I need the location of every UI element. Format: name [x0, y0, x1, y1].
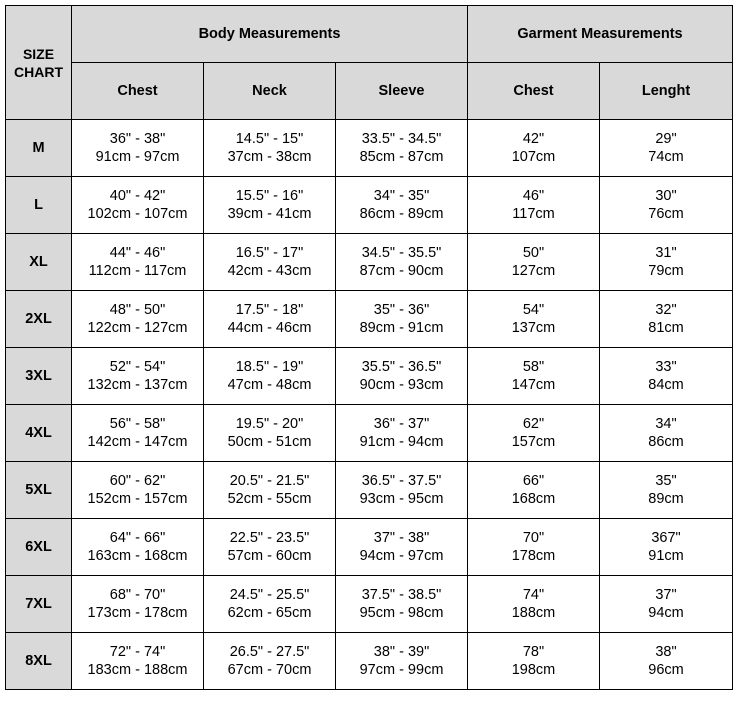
value-centimeters: 188cm [511, 605, 556, 621]
corner-line-1: SIZE [22, 45, 55, 62]
value-inches: 38" - 39" [373, 644, 430, 660]
value-inches: 37" [655, 587, 677, 603]
neck-cell [204, 291, 336, 348]
garment-chest-cell [468, 633, 600, 690]
table-row [6, 405, 733, 462]
value-centimeters: 90cm - 93cm [359, 377, 444, 393]
value-centimeters: 112cm - 117cm [88, 263, 187, 279]
size-label: 7XL [6, 576, 72, 633]
neck-cell [204, 234, 336, 291]
column-header-body-chest: Chest [72, 63, 204, 120]
size-label: 8XL [6, 633, 72, 690]
value-centimeters: 198cm [511, 662, 556, 678]
value-inches: 64" - 66" [109, 530, 166, 546]
sleeve-cell [336, 348, 468, 405]
value-inches: 14.5" - 15" [235, 131, 304, 147]
garment-chest-cell [468, 519, 600, 576]
value-inches: 33" [655, 359, 677, 375]
value-centimeters: 183cm - 188cm [87, 662, 188, 678]
value-inches: 15.5" - 16" [235, 188, 304, 204]
length-cell [600, 177, 733, 234]
value-inches: 34" [655, 416, 677, 432]
table-row [6, 462, 733, 519]
length-cell [600, 519, 733, 576]
table-row [6, 234, 733, 291]
value-inches: 72" - 74" [109, 644, 166, 660]
size-label: 2XL [6, 291, 72, 348]
neck-cell [204, 120, 336, 177]
value-centimeters: 93cm - 95cm [359, 491, 444, 507]
value-inches: 38" [655, 644, 677, 660]
sleeve-cell [336, 177, 468, 234]
column-header-sleeve: Sleeve [336, 63, 468, 120]
value-inches: 24.5" - 25.5" [229, 587, 310, 603]
value-inches: 42" [522, 131, 545, 147]
value-centimeters: 89cm - 91cm [359, 320, 444, 336]
value-centimeters: 137cm [511, 320, 556, 336]
value-centimeters: 163cm - 168cm [87, 548, 188, 564]
value-inches: 33.5" - 34.5" [361, 131, 442, 147]
size-chart-table [5, 5, 733, 690]
sleeve-cell [336, 519, 468, 576]
value-inches: 35" - 36" [373, 302, 430, 318]
size-label: XL [6, 234, 72, 291]
size-label: 3XL [6, 348, 72, 405]
value-inches: 35.5" - 36.5" [361, 359, 442, 375]
table-row [6, 576, 733, 633]
body-chest-cell [72, 234, 204, 291]
value-inches: 35" [655, 473, 677, 489]
value-centimeters: 91cm - 97cm [95, 149, 180, 165]
value-centimeters: 147cm [511, 377, 556, 393]
body-chest-cell [72, 405, 204, 462]
value-inches: 58" [522, 359, 545, 375]
value-inches: 62" [522, 416, 545, 432]
body-chest-cell [72, 519, 204, 576]
value-centimeters: 89cm [648, 491, 684, 507]
value-centimeters: 76cm [648, 206, 684, 222]
value-centimeters: 74cm [648, 149, 684, 165]
value-centimeters: 102cm - 107cm [87, 206, 188, 222]
value-inches: 22.5" - 23.5" [229, 530, 310, 546]
table-row [6, 291, 733, 348]
neck-cell [204, 348, 336, 405]
value-inches: 70" [522, 530, 545, 546]
body-chest-cell [72, 348, 204, 405]
value-centimeters: 94cm - 97cm [359, 548, 444, 564]
neck-cell [204, 177, 336, 234]
value-inches: 17.5" - 18" [235, 302, 304, 318]
value-inches: 19.5" - 20" [235, 416, 304, 432]
value-inches: 68" - 70" [109, 587, 166, 603]
garment-measurements-header: Garment Measurements [468, 6, 733, 63]
value-centimeters: 97cm - 99cm [359, 662, 444, 678]
garment-chest-cell [468, 576, 600, 633]
value-inches: 54" [522, 302, 545, 318]
value-centimeters: 81cm [648, 320, 684, 336]
body-chest-cell [72, 177, 204, 234]
value-centimeters: 57cm - 60cm [227, 548, 312, 564]
garment-chest-cell [468, 405, 600, 462]
value-centimeters: 52cm - 55cm [227, 491, 312, 507]
sleeve-cell [336, 291, 468, 348]
sleeve-cell [336, 462, 468, 519]
body-chest-cell [72, 633, 204, 690]
value-centimeters: 107cm [511, 149, 556, 165]
size-label: M [6, 120, 72, 177]
sleeve-cell [336, 576, 468, 633]
length-cell [600, 120, 733, 177]
size-rows [6, 120, 733, 690]
value-inches: 36" - 38" [109, 131, 166, 147]
length-cell [600, 291, 733, 348]
header-group-row [6, 6, 733, 63]
value-centimeters: 173cm - 178cm [87, 605, 188, 621]
value-centimeters: 96cm [648, 662, 684, 678]
value-centimeters: 168cm [511, 491, 556, 507]
value-centimeters: 62cm - 65cm [227, 605, 312, 621]
table-row [6, 177, 733, 234]
value-centimeters: 95cm - 98cm [359, 605, 444, 621]
value-centimeters: 178cm [511, 548, 556, 564]
value-inches: 29" [655, 131, 677, 147]
table-row [6, 633, 733, 690]
length-cell [600, 348, 733, 405]
garment-chest-cell [468, 177, 600, 234]
value-centimeters: 37cm - 38cm [227, 149, 312, 165]
value-centimeters: 157cm [511, 434, 556, 450]
value-centimeters: 44cm - 46cm [227, 320, 312, 336]
length-cell [600, 234, 733, 291]
neck-cell [204, 462, 336, 519]
neck-cell [204, 405, 336, 462]
value-centimeters: 94cm [648, 605, 684, 621]
size-chart-corner [6, 6, 72, 120]
value-centimeters: 84cm [648, 377, 684, 393]
value-inches: 367" [651, 530, 681, 546]
value-centimeters: 50cm - 51cm [227, 434, 312, 450]
table-row [6, 120, 733, 177]
value-centimeters: 122cm - 127cm [87, 320, 188, 336]
header-column-row [6, 63, 733, 120]
value-inches: 30" [655, 188, 677, 204]
value-inches: 78" [522, 644, 545, 660]
value-centimeters: 85cm - 87cm [359, 149, 444, 165]
value-inches: 36" - 37" [373, 416, 430, 432]
length-cell [600, 405, 733, 462]
value-inches: 36.5" - 37.5" [361, 473, 442, 489]
body-chest-cell [72, 462, 204, 519]
value-inches: 34" - 35" [373, 188, 430, 204]
sleeve-cell [336, 405, 468, 462]
garment-chest-cell [468, 234, 600, 291]
value-centimeters: 86cm - 89cm [359, 206, 444, 222]
garment-chest-cell [468, 291, 600, 348]
value-centimeters: 91cm - 94cm [359, 434, 444, 450]
value-centimeters: 142cm - 147cm [87, 434, 188, 450]
value-centimeters: 91cm [648, 548, 684, 564]
value-inches: 16.5" - 17" [235, 245, 304, 261]
size-label: L [6, 177, 72, 234]
value-centimeters: 42cm - 43cm [227, 263, 312, 279]
corner-line-2: CHART [14, 63, 63, 80]
garment-chest-cell [468, 348, 600, 405]
value-inches: 52" - 54" [109, 359, 166, 375]
length-cell [600, 462, 733, 519]
value-inches: 18.5" - 19" [235, 359, 304, 375]
value-centimeters: 117cm [512, 206, 555, 222]
value-inches: 20.5" - 21.5" [229, 473, 310, 489]
body-chest-cell [72, 291, 204, 348]
neck-cell [204, 633, 336, 690]
size-label: 4XL [6, 405, 72, 462]
table-row [6, 348, 733, 405]
column-header-length: Lenght [600, 63, 733, 120]
garment-chest-cell [468, 120, 600, 177]
value-inches: 66" [522, 473, 545, 489]
length-cell [600, 633, 733, 690]
value-inches: 32" [655, 302, 677, 318]
neck-cell [204, 576, 336, 633]
value-centimeters: 47cm - 48cm [227, 377, 312, 393]
value-inches: 44" - 46" [109, 245, 166, 261]
value-inches: 60" - 62" [109, 473, 166, 489]
length-cell [600, 576, 733, 633]
value-inches: 46" [522, 188, 545, 204]
size-label: 6XL [6, 519, 72, 576]
value-inches: 56" - 58" [109, 416, 166, 432]
value-centimeters: 87cm - 90cm [359, 263, 444, 279]
body-measurements-header: Body Measurements [72, 6, 468, 63]
value-centimeters: 152cm - 157cm [87, 491, 188, 507]
value-inches: 31" [655, 245, 677, 261]
value-inches: 40" - 42" [109, 188, 166, 204]
value-inches: 48" - 50" [109, 302, 166, 318]
value-centimeters: 132cm - 137cm [87, 377, 188, 393]
value-inches: 50" [522, 245, 545, 261]
value-centimeters: 39cm - 41cm [227, 206, 312, 222]
size-label: 5XL [6, 462, 72, 519]
value-inches: 74" [522, 587, 545, 603]
value-centimeters: 86cm [648, 434, 684, 450]
sleeve-cell [336, 633, 468, 690]
value-inches: 34.5" - 35.5" [361, 245, 442, 261]
value-centimeters: 79cm [648, 263, 684, 279]
value-inches: 37" - 38" [373, 530, 430, 546]
garment-chest-cell [468, 462, 600, 519]
neck-cell [204, 519, 336, 576]
column-header-garment-chest: Chest [468, 63, 600, 120]
value-centimeters: 127cm [511, 263, 556, 279]
table-row [6, 519, 733, 576]
body-chest-cell [72, 120, 204, 177]
column-header-neck: Neck [204, 63, 336, 120]
sleeve-cell [336, 234, 468, 291]
value-inches: 26.5" - 27.5" [229, 644, 310, 660]
value-inches: 37.5" - 38.5" [361, 587, 442, 603]
body-chest-cell [72, 576, 204, 633]
value-centimeters: 67cm - 70cm [227, 662, 312, 678]
sleeve-cell [336, 120, 468, 177]
